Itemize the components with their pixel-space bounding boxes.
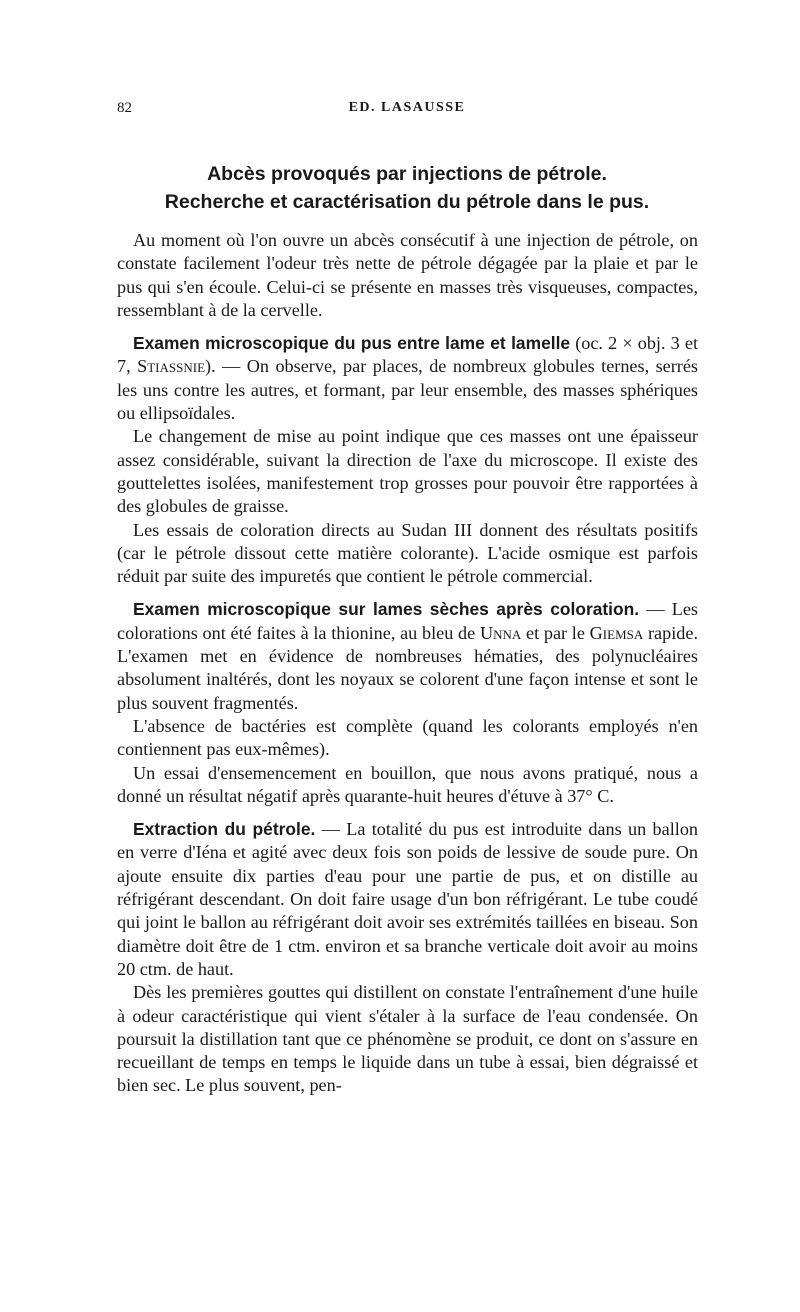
title-line-1: Abcès provoqués par injections de pétrole.	[207, 163, 607, 185]
section-heading-wet-exam: Examen microscopique du pus entre lame et lamelle	[133, 333, 571, 354]
paragraph-section-extraction	[117, 818, 698, 981]
section-text-extraction: — La totalité du pus est introduite dans un ballon en verre d'Iéna et agité avec deux fois son poids de lessive de soude pure. On ajoute ensuite dix parties d'eau pour une partie de pus, et on distille au réfrigérant descendant. On doit faire usage d'un bon réfrigérant. Le tube coudé qui joint le ballon au réfrigérant doit avoir ses extrémités taillées en biseau. Son diamètre doit être de 1 ctm. environ et sa branche verticale doit avoir au moins 20 ctm. de haut.	[117, 819, 699, 979]
section-text-dry-exam-b: et par le	[521, 622, 590, 643]
paragraph-bacteria: L'absence de bactéries est complète (quand les colorants employés n'en contiennent pas eux-mêmes).	[117, 715, 698, 760]
paragraph-focus: Le changement de mise au point indique que ces masses ont une épaisseur assez considérable, suivant la direction de l'axe du microscope. Il existe des gouttelettes isolées, manifestement trop grosses pour pouvoir être rapportées à des globules de graisse.	[117, 426, 698, 517]
author-name-unna: Unna	[479, 622, 522, 643]
title-line-2: Recherche et caractérisation du pétrole dans le pus.	[164, 191, 650, 213]
section-heading-dry-exam: Examen microscopique sur lames sèches après coloration.	[133, 599, 640, 620]
paragraph-intro: Au moment où l'on ouvre un abcès consécutif à une injection de pétrole, on constate facilement l'odeur très nette de pétrole dégagée par la plaie et par le pus qui s'en écoule. Celui-ci se présente en masses très visqueuses, compactes, ressemblant à de la cervelle.	[117, 230, 698, 320]
running-title: ED. LASAUSSE	[348, 100, 466, 115]
paragraph-section-dry-exam	[117, 598, 698, 714]
author-name-giemsa: Giemsa	[589, 622, 644, 643]
section-text-wet-exam-b: ). — On observe, par places, de nombreux globules ternes, serrés les uns contre les autres, et formant, par leur ensemble, des masses sphériques ou ellipsoïdales.	[117, 356, 699, 424]
paragraph-section-wet-exam	[117, 332, 698, 425]
paragraph-culture: Un essai d'ensemencement en bouillon, que nous avons pratiqué, nous a donné un résultat négatif après quarante-huit heures d'étuve à 37° C.	[117, 762, 698, 806]
chapter-title	[117, 160, 697, 216]
section-heading-extraction: Extraction du pétrole.	[133, 819, 316, 840]
author-name-stiassnie: Stiassnie	[137, 356, 206, 377]
running-header	[117, 100, 697, 130]
section-text-wet-exam-a: (oc. 2 × obj. 3 et 7,	[117, 333, 698, 377]
page-number: 82	[117, 100, 132, 116]
section-text-dry-exam-c: rapide. L'examen met en évidence de nombreuses hématies, des polynucléaires absolument inaltérés, dont les noyaux se colorent d'une façon intense et sont le plus souvent fragmentés.	[117, 622, 698, 713]
body-text	[117, 229, 698, 1098]
section-text-dry-exam-a: — Les colorations ont été faites à la thionine, au bleu de	[117, 599, 698, 643]
paragraph-distillation: Dès les premières gouttes qui distillent on constate l'entraînement d'une huile à odeur caractéristique qui vient s'étaler à la surface de l'eau condensée. On poursuit la distillation tant que ce phénomène se produit, ce dont on s'assure en recueillant de temps en temps le liquide dans un tube à essai, bien dégraissé et bien sec. Le plus souvent, pen-	[117, 982, 698, 1096]
paragraph-staining: Les essais de coloration directs au Sudan III donnent des résultats positifs (car le pétrole dissout cette matière colorante). L'acide osmique est parfois réduit par suite des impuretés que contient le pétrole commercial.	[117, 519, 698, 587]
